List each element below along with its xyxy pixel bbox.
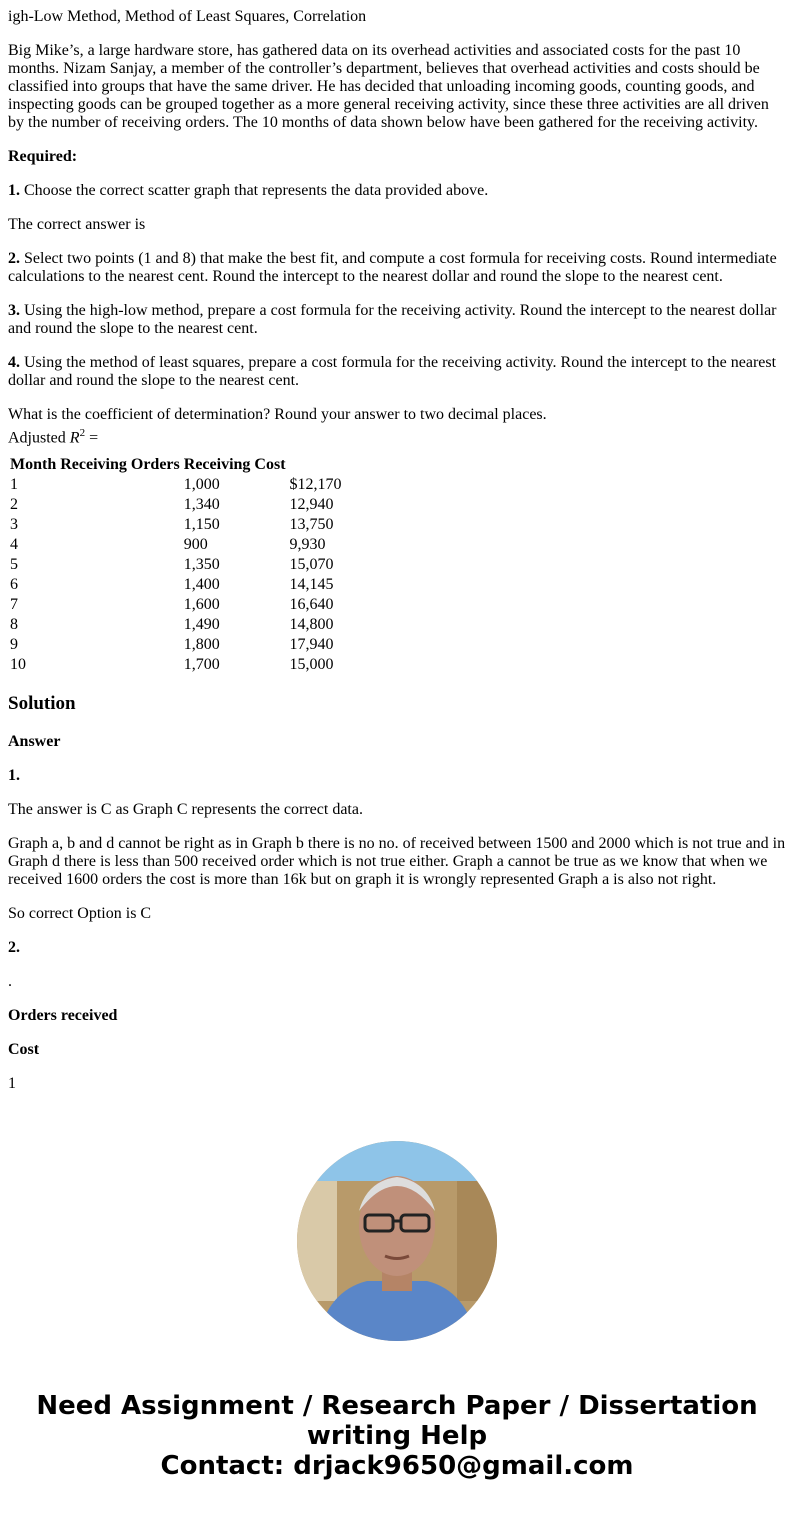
- orders-cell: 1,600: [183, 596, 220, 614]
- cost-cell: 17,940: [289, 636, 334, 654]
- data-table: [8, 455, 344, 675]
- table-row: [8, 655, 344, 675]
- header-month: Month: [10, 456, 57, 474]
- orders-cell: 1,150: [183, 516, 220, 534]
- table-row: [8, 575, 344, 595]
- month-cell: 4: [10, 536, 18, 554]
- month-cell: 3: [10, 516, 18, 534]
- month-cell: 6: [10, 576, 18, 594]
- month-cell: 5: [10, 556, 18, 574]
- promo-section: [8, 1141, 786, 1481]
- table-row: [8, 635, 344, 655]
- cost-cell: 9,930: [289, 536, 326, 554]
- coefficient-question: What is the coefficient of determination? Round your answer to two decimal places. Adjusted $R^2$ =: [8, 406, 547, 447]
- page-title: igh-Low Method, Method of Least Squares, Correlation: [8, 8, 367, 25]
- month-cell: 7: [10, 596, 18, 614]
- month-cell: 2: [10, 496, 18, 514]
- orders-cell: 900: [183, 536, 208, 554]
- empty-cell: [58, 575, 182, 595]
- empty-cell: [58, 515, 182, 535]
- empty-cell: [58, 555, 182, 575]
- cost-cell: 13,750: [289, 516, 334, 534]
- table-row: [8, 535, 344, 555]
- cost-cell: 15,070: [289, 556, 334, 574]
- month-cell: 10: [10, 656, 26, 674]
- table-row: [8, 475, 344, 495]
- orders-cell: 1,400: [183, 576, 220, 594]
- intro-text: Big Mike’s, a large hardware store, has gathered data on its overhead activities and associated costs for the past 10 months. Nizam Sanjay, a member of the controller’s department, believes that overhead activities and costs should be classified into groups that have the same driver. He has decided that unloading incoming goods, counting goods, and inspecting goods can be grouped together as a more general receiving activity, since these three activities are all driven by the number of receiving orders. The 10 months of data shown below have been gathered for the receiving activity.: [8, 42, 769, 131]
- cost-cell: 15,000: [289, 656, 334, 674]
- cost-cell: 12,940: [289, 496, 334, 514]
- solution-1-conclusion: So correct Option is C: [8, 905, 152, 923]
- question-2: 2. Select two points (1 and 8) that make the best fit, and compute a cost formula for receiving costs. Round intermediate calculations to the nearest cent. Round the intercept to the nearest dollar and round the slope to the nearest cent.: [8, 250, 777, 285]
- promo-banner: [8, 1391, 786, 1481]
- answer-label: Answer: [8, 733, 61, 751]
- month-cell: 1: [10, 476, 18, 494]
- row-one: 1: [8, 1075, 16, 1093]
- empty-cell: [58, 535, 182, 555]
- empty-cell: [58, 635, 182, 655]
- table-row: [8, 595, 344, 615]
- month-cell: 8: [10, 616, 18, 634]
- orders-cell: 1,340: [183, 496, 220, 514]
- empty-cell: [58, 615, 182, 635]
- required-heading: Required:: [8, 148, 78, 165]
- solution-2-num: 2.: [8, 939, 20, 957]
- orders-cell: 1,490: [183, 616, 220, 634]
- cost-cell: 14,145: [289, 576, 334, 594]
- orders-cell: 1,000: [183, 476, 220, 494]
- empty-cell: [58, 655, 182, 675]
- table-row: [8, 495, 344, 515]
- orders-cell: 1,700: [183, 656, 220, 674]
- header-orders: Receiving Orders: [60, 456, 180, 474]
- empty-cell: [58, 495, 182, 515]
- dot-text: .: [8, 973, 12, 991]
- orders-cell: 1,800: [183, 636, 220, 654]
- question-1: 1. Choose the correct scatter graph that represents the data provided above.: [8, 182, 489, 199]
- solution-1-explanation: Graph a, b and d cannot be right as in Graph b there is no no. of received between 1500 and 2000 which is not true and in Graph d there is less than 500 received order which is not true either. Graph a cannot be true as we know that when we received 1600 orders the cost is more than 16k but on graph it is wrongly represented Graph a is also not right.: [8, 835, 786, 889]
- empty-cell: [58, 475, 182, 495]
- question-1-answer: The correct answer is: [8, 216, 146, 233]
- solution-1-text: The answer is C as Graph C represents the correct data.: [8, 801, 363, 819]
- table-row: [8, 555, 344, 575]
- table-row: [8, 515, 344, 535]
- orders-cell: 1,350: [183, 556, 220, 574]
- author-photo: [297, 1141, 497, 1341]
- header-cost: Receiving Cost: [183, 456, 286, 474]
- solution-heading: Solution: [8, 693, 76, 715]
- cost-label: Cost: [8, 1041, 40, 1059]
- empty-cell: [58, 595, 182, 615]
- cost-cell: 16,640: [289, 596, 334, 614]
- cost-cell: $12,170: [289, 476, 342, 494]
- promo-contact: Contact: drjack9650@gmail.com: [160, 1451, 634, 1482]
- promo-line-1: Need Assignment / Research Paper / Dissertation writing Help: [36, 1391, 758, 1452]
- orders-received-label: Orders received: [8, 1007, 118, 1025]
- table-row: [8, 615, 344, 635]
- solution-1-num: 1.: [8, 767, 20, 785]
- month-cell: 9: [10, 636, 18, 654]
- question-4: 4. Using the method of least squares, prepare a cost formula for the receiving activity. Round the intercept to the nearest dollar and round the slope to the nearest cent.: [8, 354, 777, 389]
- question-3: 3. Using the high-low method, prepare a cost formula for the receiving activity. Round the intercept to the nearest dollar and round the slope to the nearest cent.: [8, 302, 777, 337]
- cost-cell: 14,800: [289, 616, 334, 634]
